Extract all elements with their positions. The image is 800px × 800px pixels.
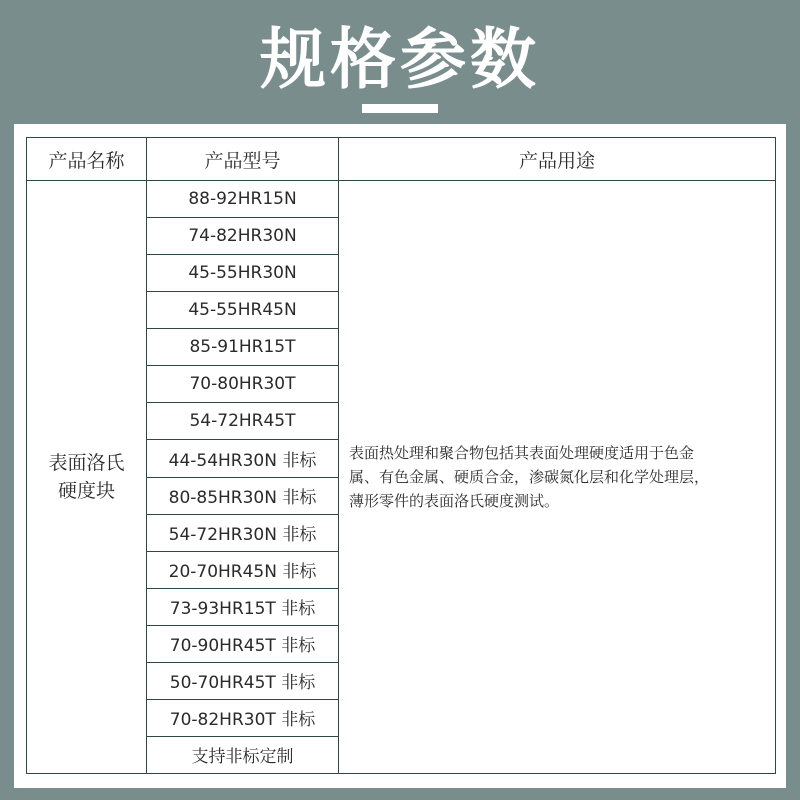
header-product-model: 产品型号 [147, 138, 339, 181]
header-product-usage: 产品用途 [339, 138, 776, 181]
product-name-line: 硬度块 [57, 480, 115, 502]
product-usage-cell [339, 181, 776, 774]
model-cell: 45-55HR45N [147, 292, 339, 329]
usage-line: 属、有色金属、硬质合金，渗碳氮化层和化学处理层， [349, 468, 710, 486]
model-cell: 80-85HR30N 非标 [147, 477, 339, 514]
spec-table [26, 137, 776, 774]
model-cell: 50-70HR45T 非标 [147, 662, 339, 699]
title-underline [362, 104, 438, 113]
model-cell: 74-82HR30N [147, 218, 339, 255]
model-cell: 54-72HR45T [147, 403, 339, 440]
model-cell: 73-93HR15T 非标 [147, 588, 339, 625]
header-product-name: 产品名称 [27, 138, 147, 181]
model-cell: 88-92HR15N [147, 181, 339, 218]
page-title: 规格参数 [260, 21, 540, 98]
model-cell: 70-90HR45T 非标 [147, 625, 339, 662]
usage-line: 薄形零件的表面洛氏硬度测试。 [349, 492, 560, 510]
product-name-line: 表面洛氏 [48, 452, 125, 474]
model-cell: 44-54HR30N 非标 [147, 440, 339, 477]
model-cell: 85-91HR15T [147, 329, 339, 366]
model-cell: 支持非标定制 [147, 736, 339, 773]
model-cell: 45-55HR30N [147, 255, 339, 292]
table-header-row [27, 138, 776, 181]
model-cell: 70-80HR30T [147, 366, 339, 403]
model-cell: 70-82HR30T 非标 [147, 699, 339, 736]
table-row [27, 181, 776, 218]
model-cell: 20-70HR45N 非标 [147, 551, 339, 588]
model-cell: 54-72HR30N 非标 [147, 514, 339, 551]
usage-line: 表面热处理和聚合物包括其表面处理硬度适用于色金 [349, 444, 695, 462]
product-name-cell [27, 181, 147, 774]
